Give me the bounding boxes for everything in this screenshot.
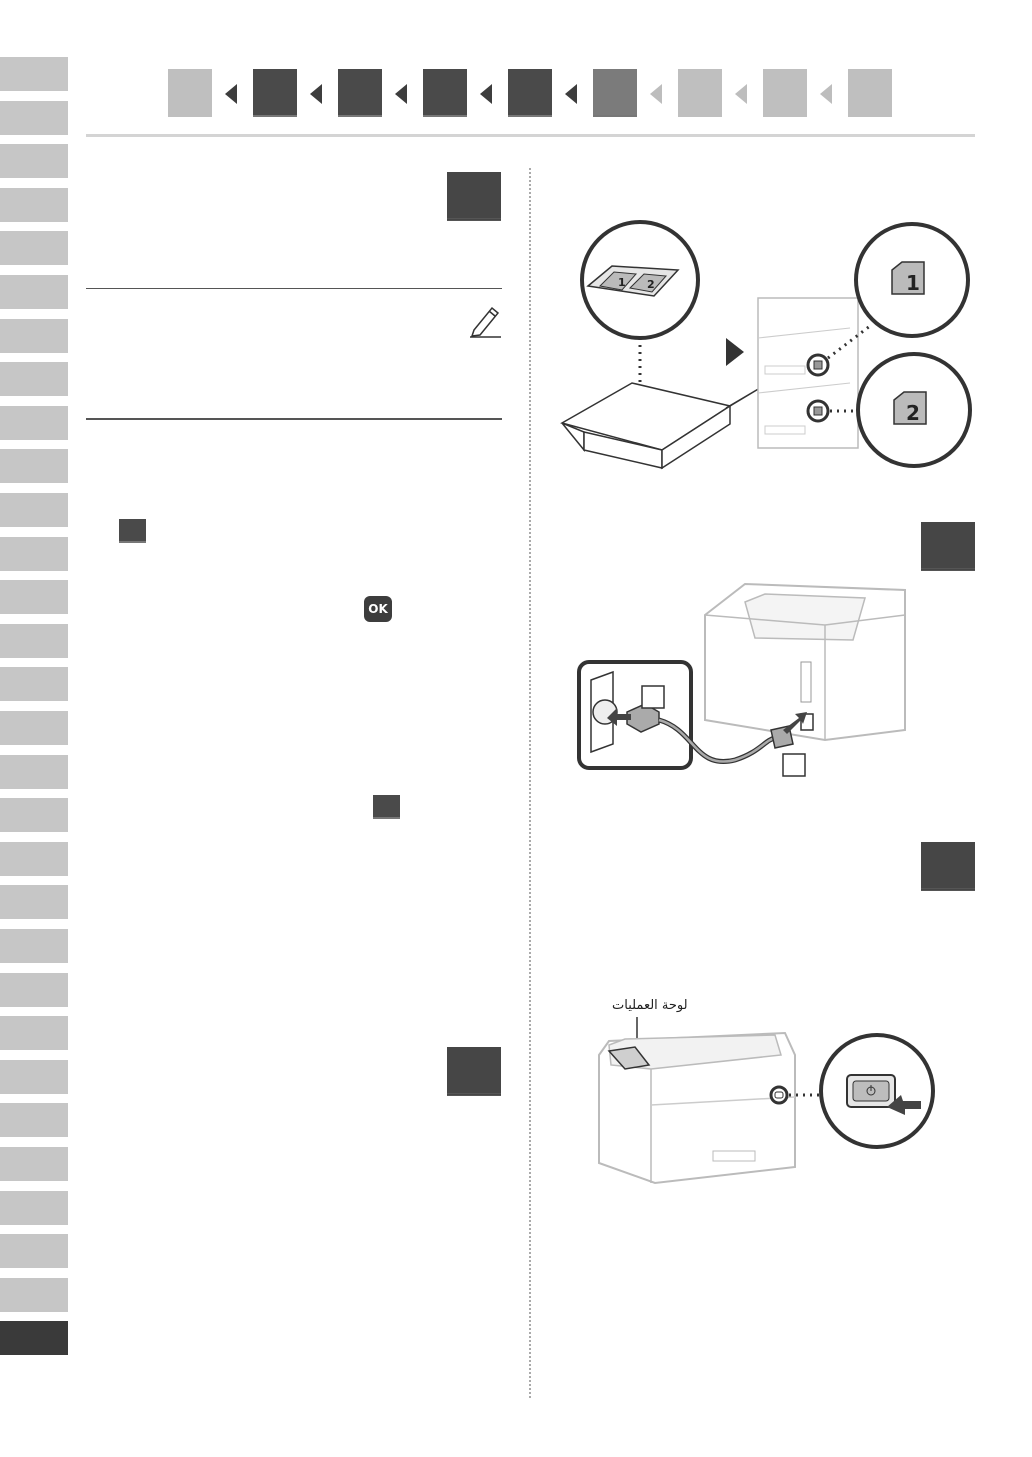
step-arrow-icon	[480, 84, 492, 104]
step-arrow-icon	[820, 84, 832, 104]
step-arrow-icon	[225, 84, 237, 104]
side-tab[interactable]	[0, 275, 68, 309]
side-tab[interactable]	[0, 319, 68, 353]
step-arrow-icon	[735, 84, 747, 104]
side-tab[interactable]	[0, 144, 68, 178]
step-arrow-icon	[565, 84, 577, 104]
serial-label-illustration	[550, 218, 990, 478]
side-tab[interactable]	[0, 537, 68, 571]
power-on-illustration	[595, 1015, 940, 1190]
section-rule-2	[86, 418, 502, 420]
operation-panel-label: لوحة العمليات	[612, 998, 688, 1013]
side-tab[interactable]	[0, 667, 68, 701]
side-tab[interactable]	[0, 57, 68, 91]
progress-step	[593, 69, 637, 117]
side-tab[interactable]	[0, 580, 68, 614]
side-tab[interactable]	[0, 1321, 68, 1355]
section-rule-1	[86, 288, 502, 289]
side-tab[interactable]	[0, 449, 68, 483]
step-arrow-icon	[395, 84, 407, 104]
side-tab[interactable]	[0, 1234, 68, 1268]
header-divider	[86, 134, 975, 137]
zoom-label-2: 2	[906, 401, 920, 425]
side-tab[interactable]	[0, 362, 68, 396]
step-arrow-icon	[650, 84, 662, 104]
side-tab[interactable]	[0, 711, 68, 745]
progress-step	[423, 69, 467, 117]
side-tab[interactable]	[0, 624, 68, 658]
progress-step	[168, 69, 212, 117]
side-tab[interactable]	[0, 1147, 68, 1181]
side-tab[interactable]	[0, 188, 68, 222]
side-tab[interactable]	[0, 885, 68, 919]
side-tab[interactable]	[0, 406, 68, 440]
mag-label-2: 2	[647, 278, 655, 291]
step-number-box-d	[921, 842, 975, 891]
step-number-box-c	[921, 522, 975, 571]
progress-step	[848, 69, 892, 117]
side-tab[interactable]	[0, 929, 68, 963]
progress-step	[678, 69, 722, 117]
progress-step	[508, 69, 552, 117]
side-tab[interactable]	[0, 1016, 68, 1050]
side-tab[interactable]	[0, 842, 68, 876]
column-divider	[529, 168, 531, 1398]
step-number-box-a	[447, 172, 501, 221]
ok-key-icon: OK	[364, 596, 392, 622]
power-cord-illustration	[575, 580, 920, 780]
progress-step	[253, 69, 297, 117]
side-tab[interactable]	[0, 1191, 68, 1225]
side-tab[interactable]	[0, 973, 68, 1007]
side-tab[interactable]	[0, 101, 68, 135]
pencil-icon	[468, 302, 502, 338]
inline-key-square	[119, 519, 146, 543]
progress-step	[338, 69, 382, 117]
side-tab[interactable]	[0, 231, 68, 265]
step-arrow-icon	[310, 84, 322, 104]
zoom-label-1: 1	[906, 271, 920, 295]
side-tab[interactable]	[0, 493, 68, 527]
progress-step	[763, 69, 807, 117]
side-tab[interactable]	[0, 1060, 68, 1094]
inline-key-square-2	[373, 795, 400, 819]
side-tab[interactable]	[0, 1103, 68, 1137]
step-number-box-b	[447, 1047, 501, 1096]
side-tab[interactable]	[0, 798, 68, 832]
mag-label-1: 1	[618, 276, 626, 289]
side-tab[interactable]	[0, 1278, 68, 1312]
side-tab[interactable]	[0, 755, 68, 789]
